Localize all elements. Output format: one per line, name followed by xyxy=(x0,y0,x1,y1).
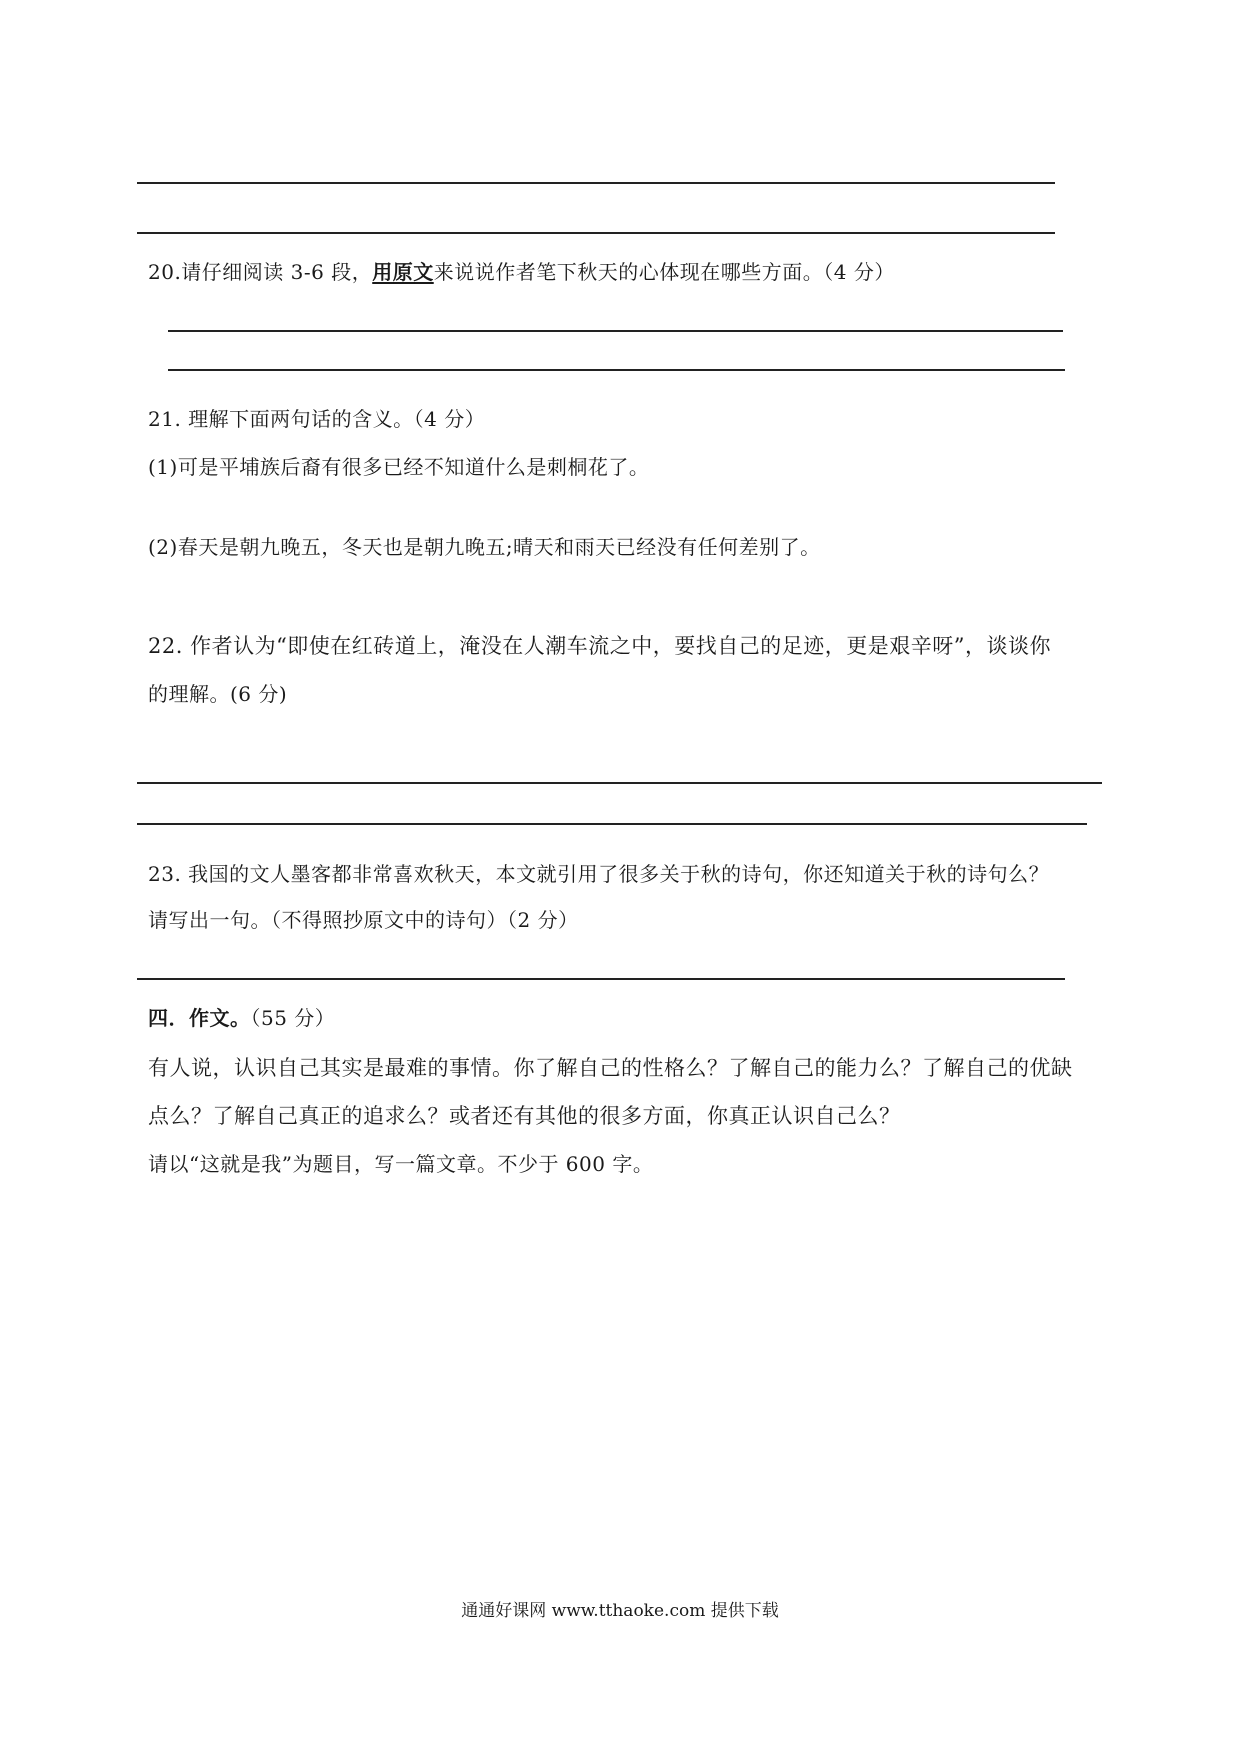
question-20 xyxy=(148,258,895,286)
question-20-prefix: 20.请仔细阅读 3-6 段， xyxy=(148,260,373,284)
answer-line xyxy=(137,782,1102,784)
question-22-line-2: 的理解。(6 分) xyxy=(148,682,288,706)
question-21-item-2: (2)春天是朝九晚五，冬天也是朝九晚五;晴天和雨天已经没有任何差别了。 xyxy=(148,535,821,559)
answer-line xyxy=(137,182,1055,184)
question-21-title: 21. 理解下面两句话的含义。（4 分） xyxy=(148,407,486,431)
answer-line xyxy=(137,823,1087,825)
essay-heading-label: 四．作文。 xyxy=(148,1006,251,1030)
answer-line xyxy=(168,330,1063,332)
question-22-line-1: 22. 作者认为“即使在红砖道上，淹没在人潮车流之中，要找自己的足迹，更是艰辛呀”，谈谈你 xyxy=(148,634,1052,658)
question-20-emphasis: 用原文 xyxy=(372,260,434,284)
essay-heading-score: （55 分） xyxy=(250,1006,336,1030)
answer-line xyxy=(137,978,1065,980)
question-23-line-2: 请写出一句。（不得照抄原文中的诗句）（2 分） xyxy=(148,908,579,932)
page-footer: 通通好课网 www.tthaoke.com 提供下载 xyxy=(461,1601,779,1621)
question-23-line-1: 23. 我国的文人墨客都非常喜欢秋天，本文就引用了很多关于秋的诗句，你还知道关于秋的诗句么？ xyxy=(148,862,1050,886)
question-21-item-1: (1)可是平埔族后裔有很多已经不知道什么是刺桐花了。 xyxy=(148,455,650,479)
essay-prompt-line-2: 点么？了解自己真正的追求么？或者还有其他的很多方面，你真正认识自己么？ xyxy=(148,1104,901,1128)
essay-prompt-line-3: 请以“这就是我”为题目，写一篇文章。不少于 600 字。 xyxy=(148,1152,654,1176)
answer-line xyxy=(137,232,1055,234)
essay-prompt-line-1: 有人说，认识自己其实是最难的事情。你了解自己的性格么？了解自己的能力么？了解自己的优缺 xyxy=(148,1056,1073,1080)
essay-heading xyxy=(148,1004,335,1032)
answer-line xyxy=(168,369,1065,371)
question-20-suffix: 来说说作者笔下秋天的心体现在哪些方面。（4 分） xyxy=(433,260,895,284)
